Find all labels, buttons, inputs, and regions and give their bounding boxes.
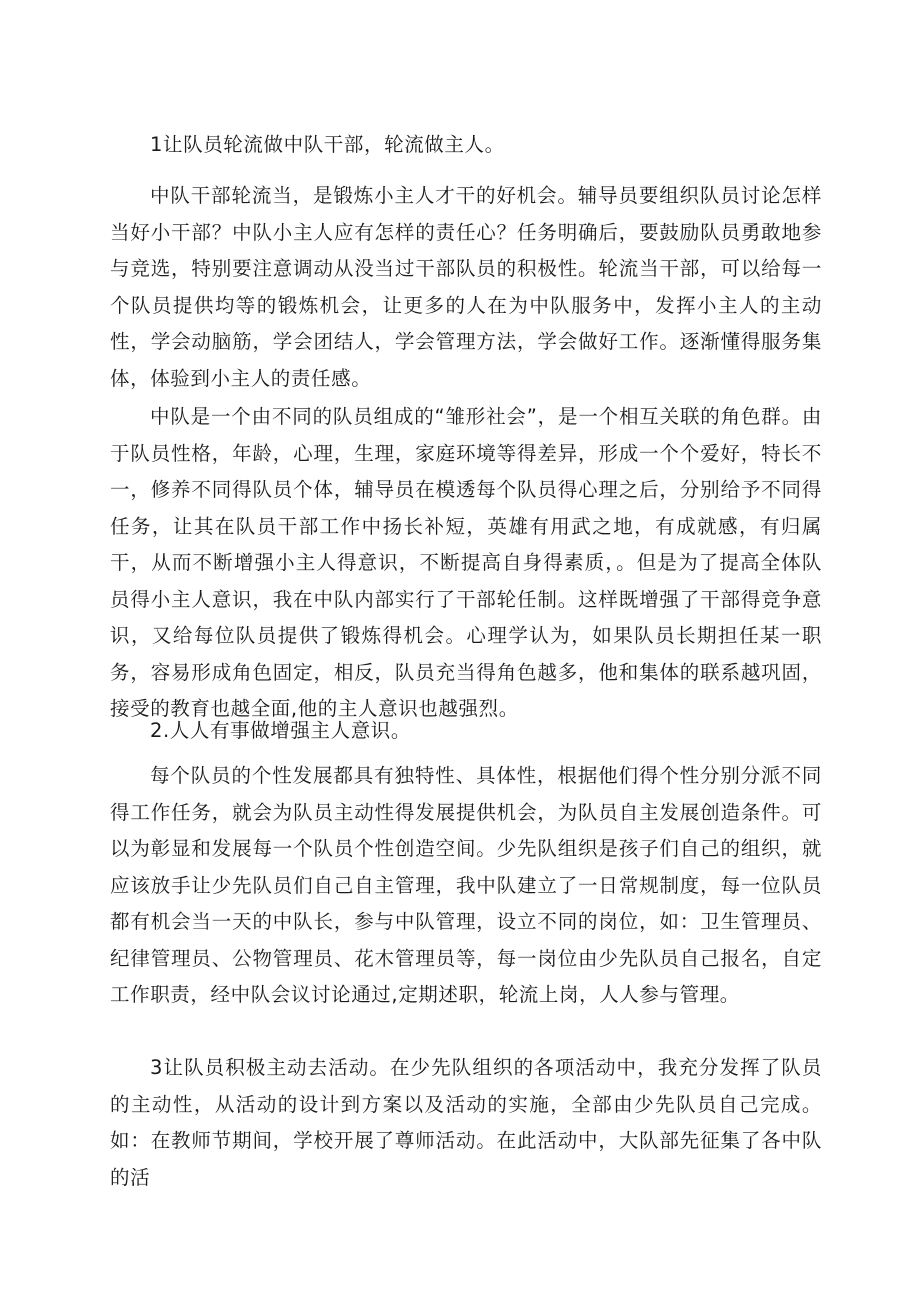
paragraph-2: 中队是一个由不同的队员组成的“雏形社会”，是一个相互关联的角色群。由于队员性格，年龄，心理，生理，家庭环境等得差异，形成一个个爱好，特长不一，修养不同得队员个体，辅导员在模透每个队员得心理之后，分别给予不同得任务，让其在队员干部工作中扬长补短，英雄有用武之地，有成就感，有归属干，从而不断增强小主人得意识，不断提高自身得素质，。但是为了提高全体队员得小主人意识，我在中队内部实行了干部轮任制。这样既增强了干部得竞争意识，又给每位队员提供了锻炼得机会。心理学认为，如果队员长期担任某一职务，容易形成角色固定，相反，队员充当得角色越多，他和集体的联系越巩固，接受的教育也越全面,他的主人意识也越强烈。 [110,405,822,720]
section-3-paragraph: 3让队员积极主动去活动。在少先队组织的各项活动中，我充分发挥了队员的主动性，从活动的设计到方案以及活动的实施，全部由少先队员自己完成。如：在教师节期间，学校开展了尊师活动。在此活动中，大队部先征集了各中队的活 [110,1056,822,1189]
section-heading-2: 2.人人有事做增强主人意识。 [150,719,412,742]
section-heading-1: 1让队员轮流做中队干部，轮流做主人。 [150,133,505,156]
paragraph-3: 每个队员的个性发展都具有独特性、具体性，根据他们得个性分别分派不同得工作任务，就会为队员主动性得发展提供机会，为队员自主发展创造条件。可以为彰显和发展每一个队员个性创造空间。少先队组织是孩子们自己的组织，就应该放手让少先队员们自己自主管理，我中队建立了一日常规制度，每一位队员都有机会当一天的中队长，参与中队管理，设立不同的岗位，如：卫生管理员、纪律管理员、公物管理员、花木管理员等，每一岗位由少先队员自己报名，自定工作职责，经中队会议讨论通过,定期述职，轮流上岗，人人参与管理。 [110,764,822,1006]
paragraph-1: 中队干部轮流当，是锻炼小主人才干的好机会。辅导员要组织队员讨论怎样当好小干部？中队小主人应有怎样的责任心？任务明确后，要鼓励队员勇敢地参与竞选，特别要注意调动从没当过干部队员的积极性。轮流当干部，可以给每一个队员提供均等的锻炼机会，让更多的人在为中队服务中，发挥小主人的主动性，学会动脑筋，学会团结人，学会管理方法，学会做好工作。逐渐懂得服务集体，体验到小主人的责任感。 [110,184,822,390]
